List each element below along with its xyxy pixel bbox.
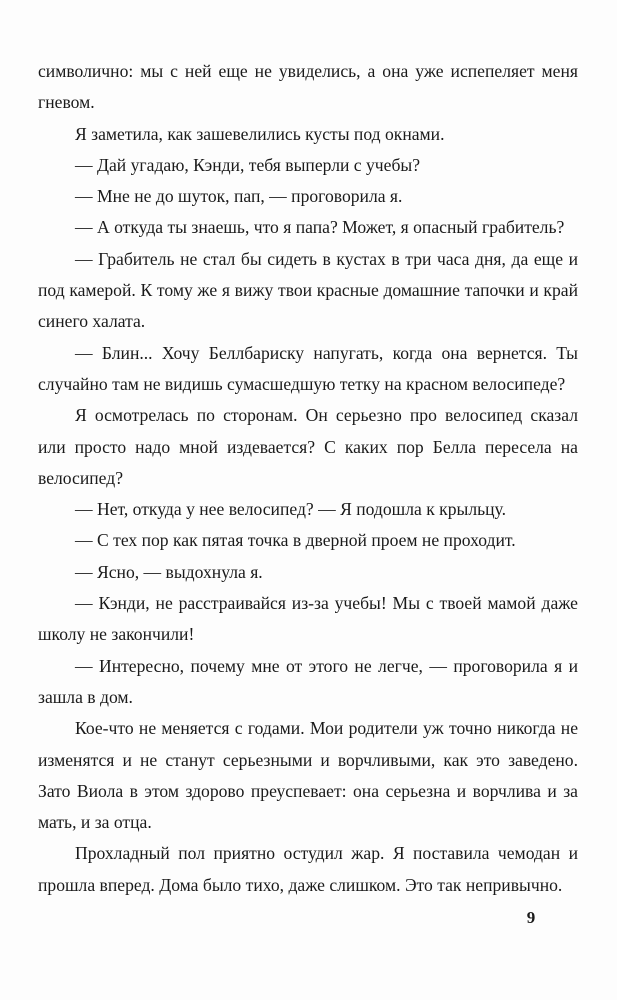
paragraph-12: — Кэнди, не расстраивайся из-за учебы! Мы с твоей мамой даже школу не закончили! xyxy=(38,593,578,645)
paragraph-7: — Блин... Хочу Беллбариску напугать, когда она вернется. Ты случайно там не видишь сумасшедшую тетку на красном велосипеде? xyxy=(38,342,578,394)
page-number: 9 xyxy=(526,908,536,927)
paragraph-6: — Грабитель не стал бы сидеть в кустах в три часа дня, да еще и под камерой. К тому же я вижу твои красные домашние тапочки и край синего халата. xyxy=(38,248,578,332)
paragraph-2: Я заметила, как зашевелились кусты под окнами. xyxy=(75,123,445,144)
paragraph-10: — С тех пор как пятая точка в дверной проем не проходит. xyxy=(75,530,516,551)
paragraph-14: Кое-что не меняется с годами. Мои родители уж точно никогда не изменятся и не станут серьезными и ворчливыми, как это заведено. Зато Виола в этом здорово преуспевает: она серьезна и ворчлива и за мать, и за отца. xyxy=(38,718,578,833)
paragraph-8: Я осмотрелась по сторонам. Он серьезно про велосипед сказал или просто надо мной издевается? С каких пор Белла пересела на велосипед? xyxy=(38,405,578,488)
paragraph-5: — А откуда ты знаешь, что я папа? Может, я опасный грабитель? xyxy=(75,217,565,238)
paragraph-15: Прохладный пол приятно остудил жар. Я поставила чемодан и прошла вперед. Дома было тихо, даже слишком. Это так непривычно. xyxy=(38,843,578,895)
paragraph-1: символично: мы с ней еще не увиделись, а она уже испепеляет меня гневом. xyxy=(38,61,578,113)
paragraph-4: — Мне не до шуток, пап, — проговорила я. xyxy=(75,186,403,207)
paragraph-13: — Интересно, почему мне от этого не легче, — проговорила я и зашла в дом. xyxy=(38,655,578,707)
paragraph-9: — Нет, откуда у нее велосипед? — Я подошла к крыльцу. xyxy=(75,499,506,520)
paragraph-3: — Дай угадаю, Кэнди, тебя выперли с учебы? xyxy=(75,154,421,175)
body-text xyxy=(38,56,578,901)
paragraph-11: — Ясно, — выдохнула я. xyxy=(75,561,263,582)
